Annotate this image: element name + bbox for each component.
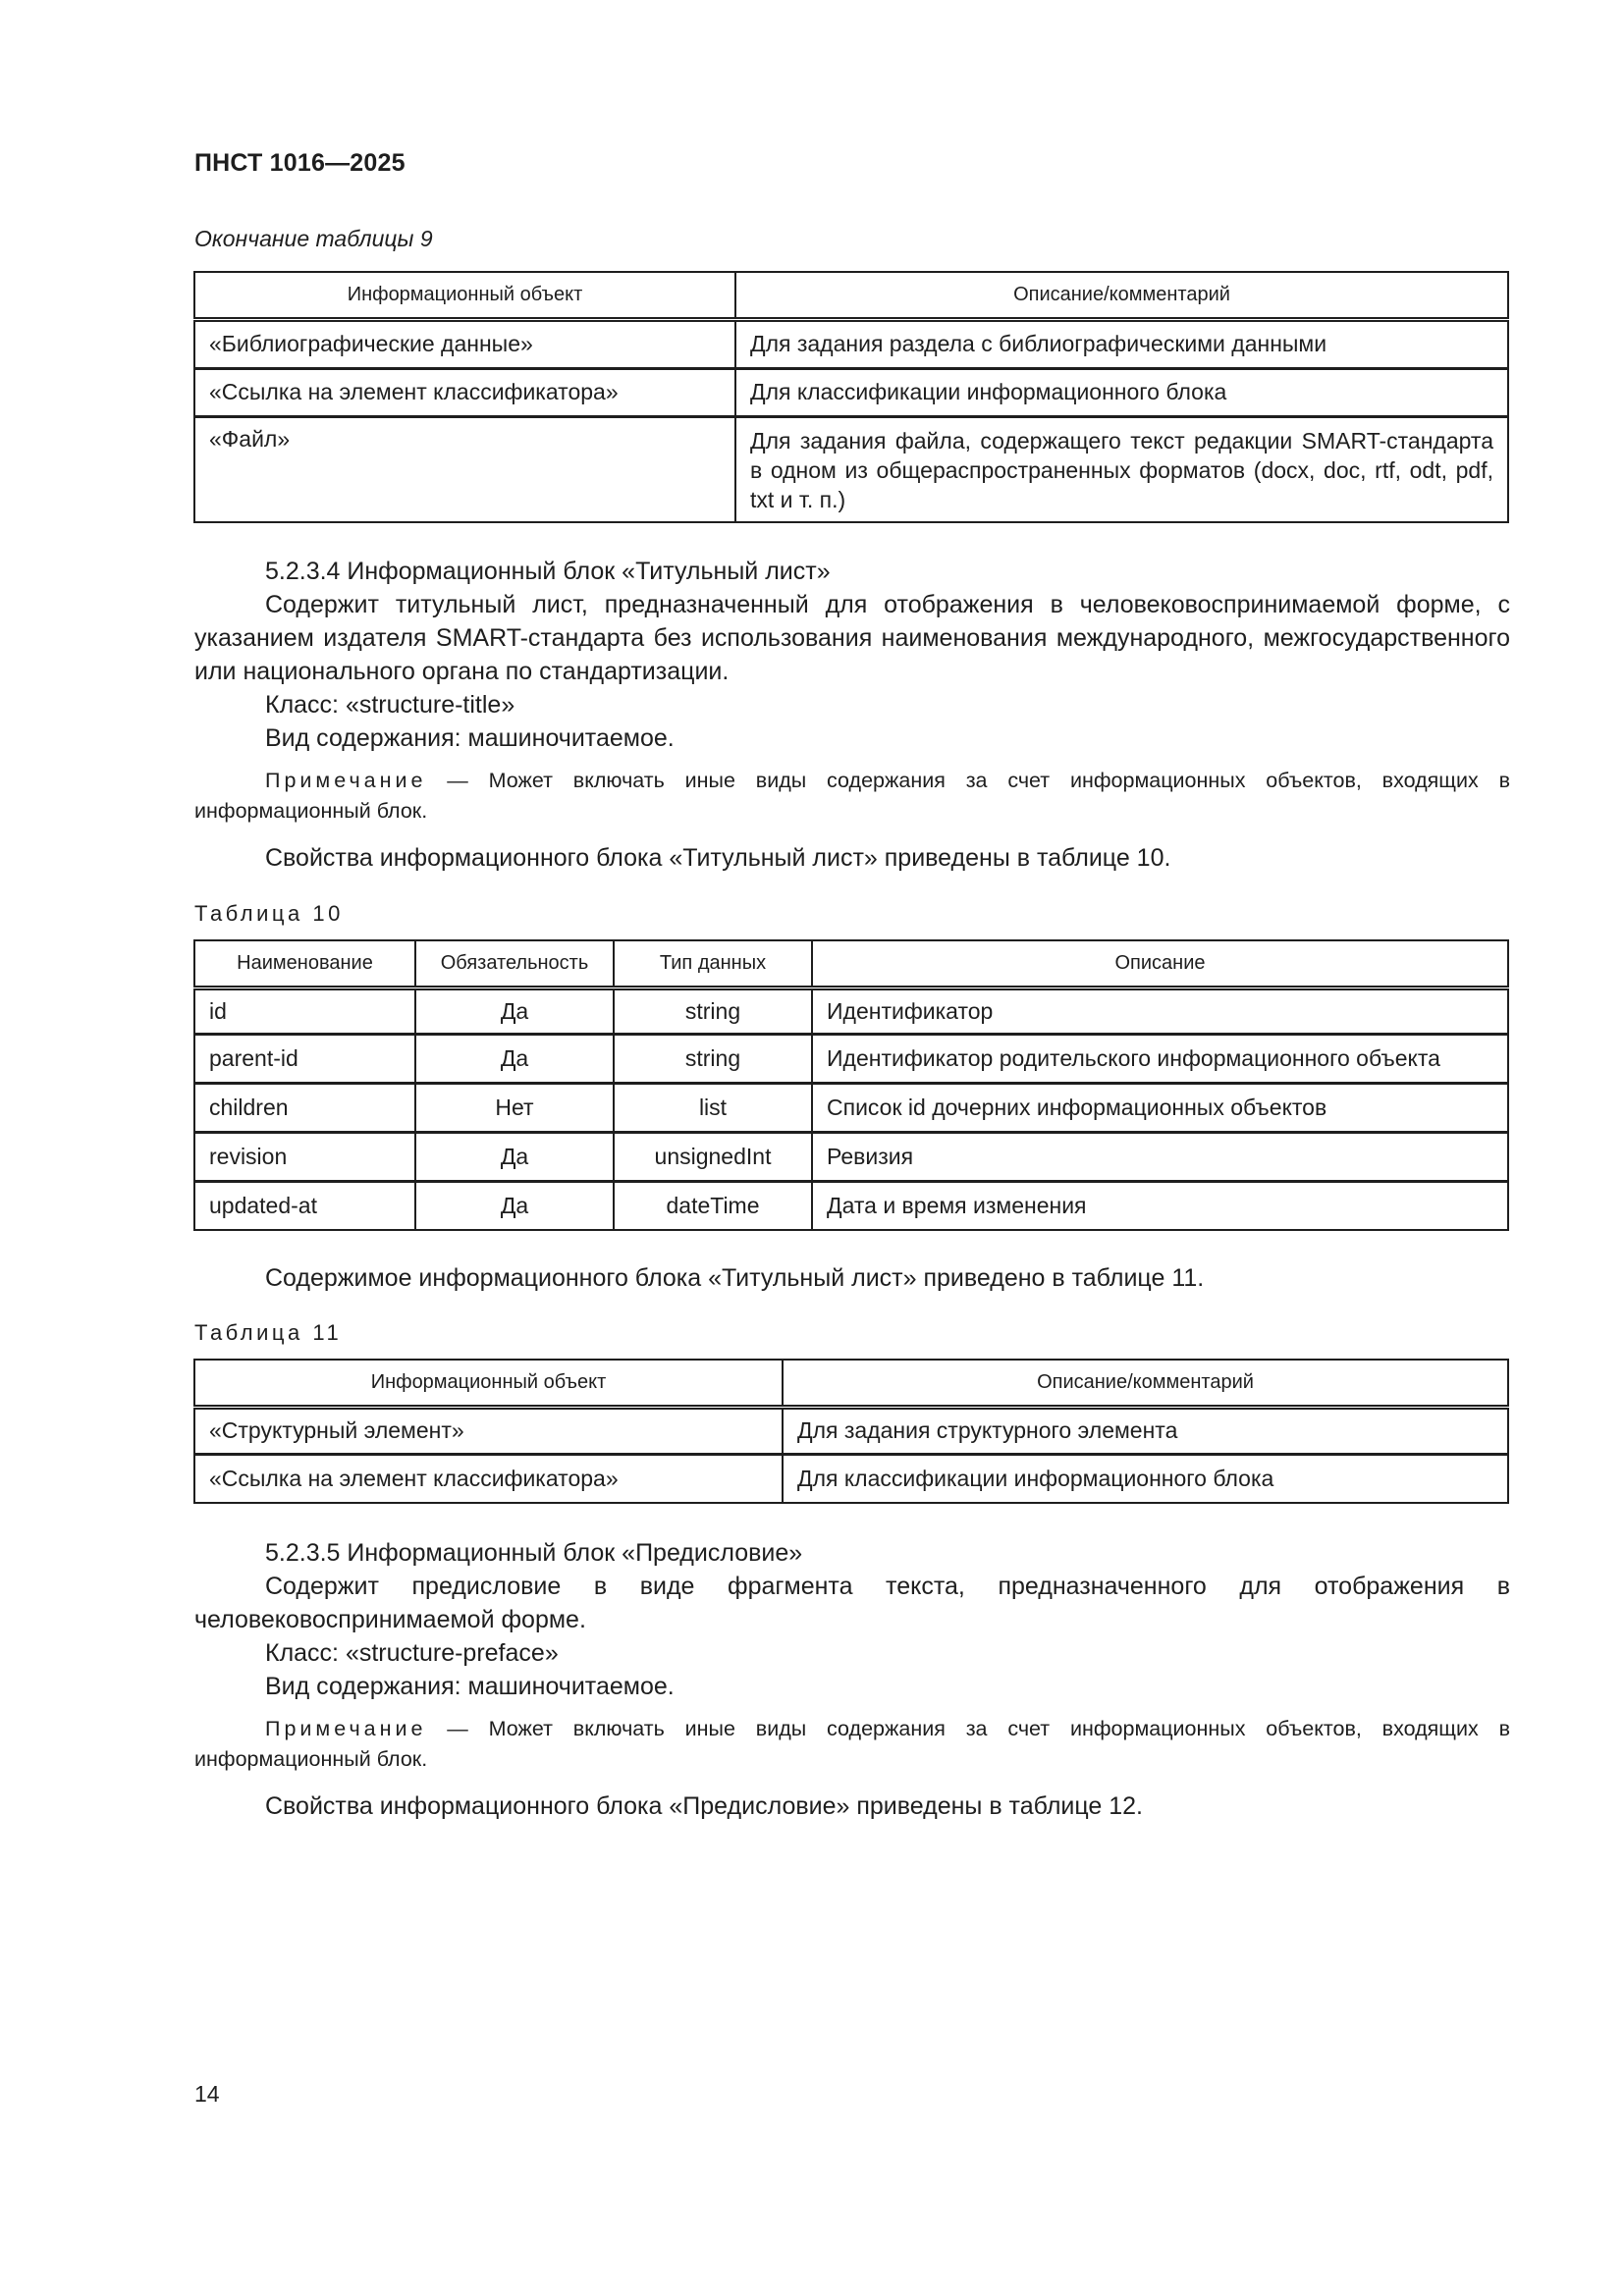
table-cell: children: [194, 1083, 415, 1132]
table-9: [193, 271, 1509, 523]
section-body: Содержит предисловие в виде фрагмента текста, предназначенного для отображения в человековоспринимаемой форме.: [194, 1573, 1510, 1633]
table-11-header-description: Описание/комментарий: [783, 1360, 1508, 1407]
document-code: ПНСТ 1016—2025: [194, 149, 406, 177]
table-cell: parent-id: [194, 1034, 415, 1083]
table-cell: id: [194, 988, 415, 1034]
table-cell: Для задания файла, содержащего текст редакции SMART-стандарта в одном из общераспространенных форматов (docx, doc, rtf, odt, pdf, txt и т. п.): [735, 416, 1508, 522]
table-row: [194, 988, 1508, 1034]
table-row: [194, 1181, 1508, 1230]
note: [194, 766, 1510, 827]
table-cell: Для классификации информационного блока: [735, 368, 1508, 416]
table-11-header-object: Информационный объект: [194, 1360, 783, 1407]
table-cell: Да: [415, 988, 614, 1034]
note: [194, 1714, 1510, 1775]
table-cell: unsignedInt: [614, 1132, 812, 1181]
table-cell: «Структурный элемент»: [194, 1407, 783, 1454]
table-10-caption: Таблица 10: [194, 901, 344, 926]
table-cell: Дата и время изменения: [812, 1181, 1508, 1230]
note-label: Примечание: [265, 769, 427, 792]
table-cell: Для классификации информационного блока: [783, 1454, 1508, 1503]
page-number: 14: [194, 2081, 220, 2107]
table-cell: revision: [194, 1132, 415, 1181]
table-cell: «Файл»: [194, 416, 735, 522]
table-cell: Да: [415, 1034, 614, 1083]
content-type-line: Вид содержания: машиночитаемое.: [265, 1673, 675, 1700]
table-cell: string: [614, 988, 812, 1034]
table-row: [194, 1132, 1508, 1181]
table-cell: Для задания структурного элемента: [783, 1407, 1508, 1454]
table-row: [194, 319, 1508, 368]
table-cell: «Ссылка на элемент классификатора»: [194, 1454, 783, 1503]
table-row: [194, 416, 1508, 522]
table-cell: Для задания раздела с библиографическими данными: [735, 319, 1508, 368]
table-10: [193, 939, 1509, 1231]
table-cell: Идентификатор: [812, 988, 1508, 1034]
table-cell: Да: [415, 1132, 614, 1181]
table-cell: string: [614, 1034, 812, 1083]
table-cell: dateTime: [614, 1181, 812, 1230]
section-body: Содержит титульный лист, предназначенный для отображения в человековоспринимаемой форме, с указанием издателя SMART-стандарта без использования наименования международного, межгосударственного или национального органа по стандартизации.: [194, 591, 1510, 685]
table-10-header-description: Описание: [812, 940, 1508, 988]
table-11-caption: Таблица 11: [194, 1320, 343, 1345]
table-cell: Да: [415, 1181, 614, 1230]
table-9-header-description: Описание/комментарий: [735, 272, 1508, 319]
table-row: [194, 1407, 1508, 1454]
table-cell: Нет: [415, 1083, 614, 1132]
table-cell: «Библиографические данные»: [194, 319, 735, 368]
table-cell: «Ссылка на элемент классификатора»: [194, 368, 735, 416]
note-text: — Может включать иные виды содержания за счет информационных объектов, входящих в информационный блок.: [194, 769, 1510, 823]
note-text: — Может включать иные виды содержания за счет информационных объектов, входящих в информационный блок.: [194, 1717, 1510, 1771]
table-row: [194, 1034, 1508, 1083]
content-type-line: Вид содержания: машиночитаемое.: [265, 724, 675, 752]
class-line: Класс: «structure-title»: [265, 691, 515, 719]
table-cell: Список id дочерних информационных объектов: [812, 1083, 1508, 1132]
section-heading-5234: 5.2.3.4 Информационный блок «Титульный лист»: [265, 558, 831, 585]
table-cell: Идентификатор родительского информационного объекта: [812, 1034, 1508, 1083]
content-reference: Содержимое информационного блока «Титульный лист» приведено в таблице 11.: [265, 1264, 1205, 1292]
table-row: [194, 1454, 1508, 1503]
table-9-caption: Окончание таблицы 9: [194, 226, 433, 251]
properties-reference: Свойства информационного блока «Титульный лист» приведены в таблице 10.: [265, 844, 1171, 872]
table-cell: list: [614, 1083, 812, 1132]
note-label: Примечание: [265, 1717, 427, 1740]
table-row: [194, 368, 1508, 416]
table-10-header-type: Тип данных: [614, 940, 812, 988]
class-line: Класс: «structure-preface»: [265, 1639, 559, 1667]
table-11: [193, 1359, 1509, 1504]
section-heading-5235: 5.2.3.5 Информационный блок «Предисловие»: [265, 1539, 803, 1567]
properties-reference: Свойства информационного блока «Предисловие» приведены в таблице 12.: [265, 1792, 1144, 1820]
table-9-header-object: Информационный объект: [194, 272, 735, 319]
table-cell: Ревизия: [812, 1132, 1508, 1181]
table-10-header-name: Наименование: [194, 940, 415, 988]
table-row: [194, 1083, 1508, 1132]
table-10-header-required: Обязательность: [415, 940, 614, 988]
table-cell: updated-at: [194, 1181, 415, 1230]
